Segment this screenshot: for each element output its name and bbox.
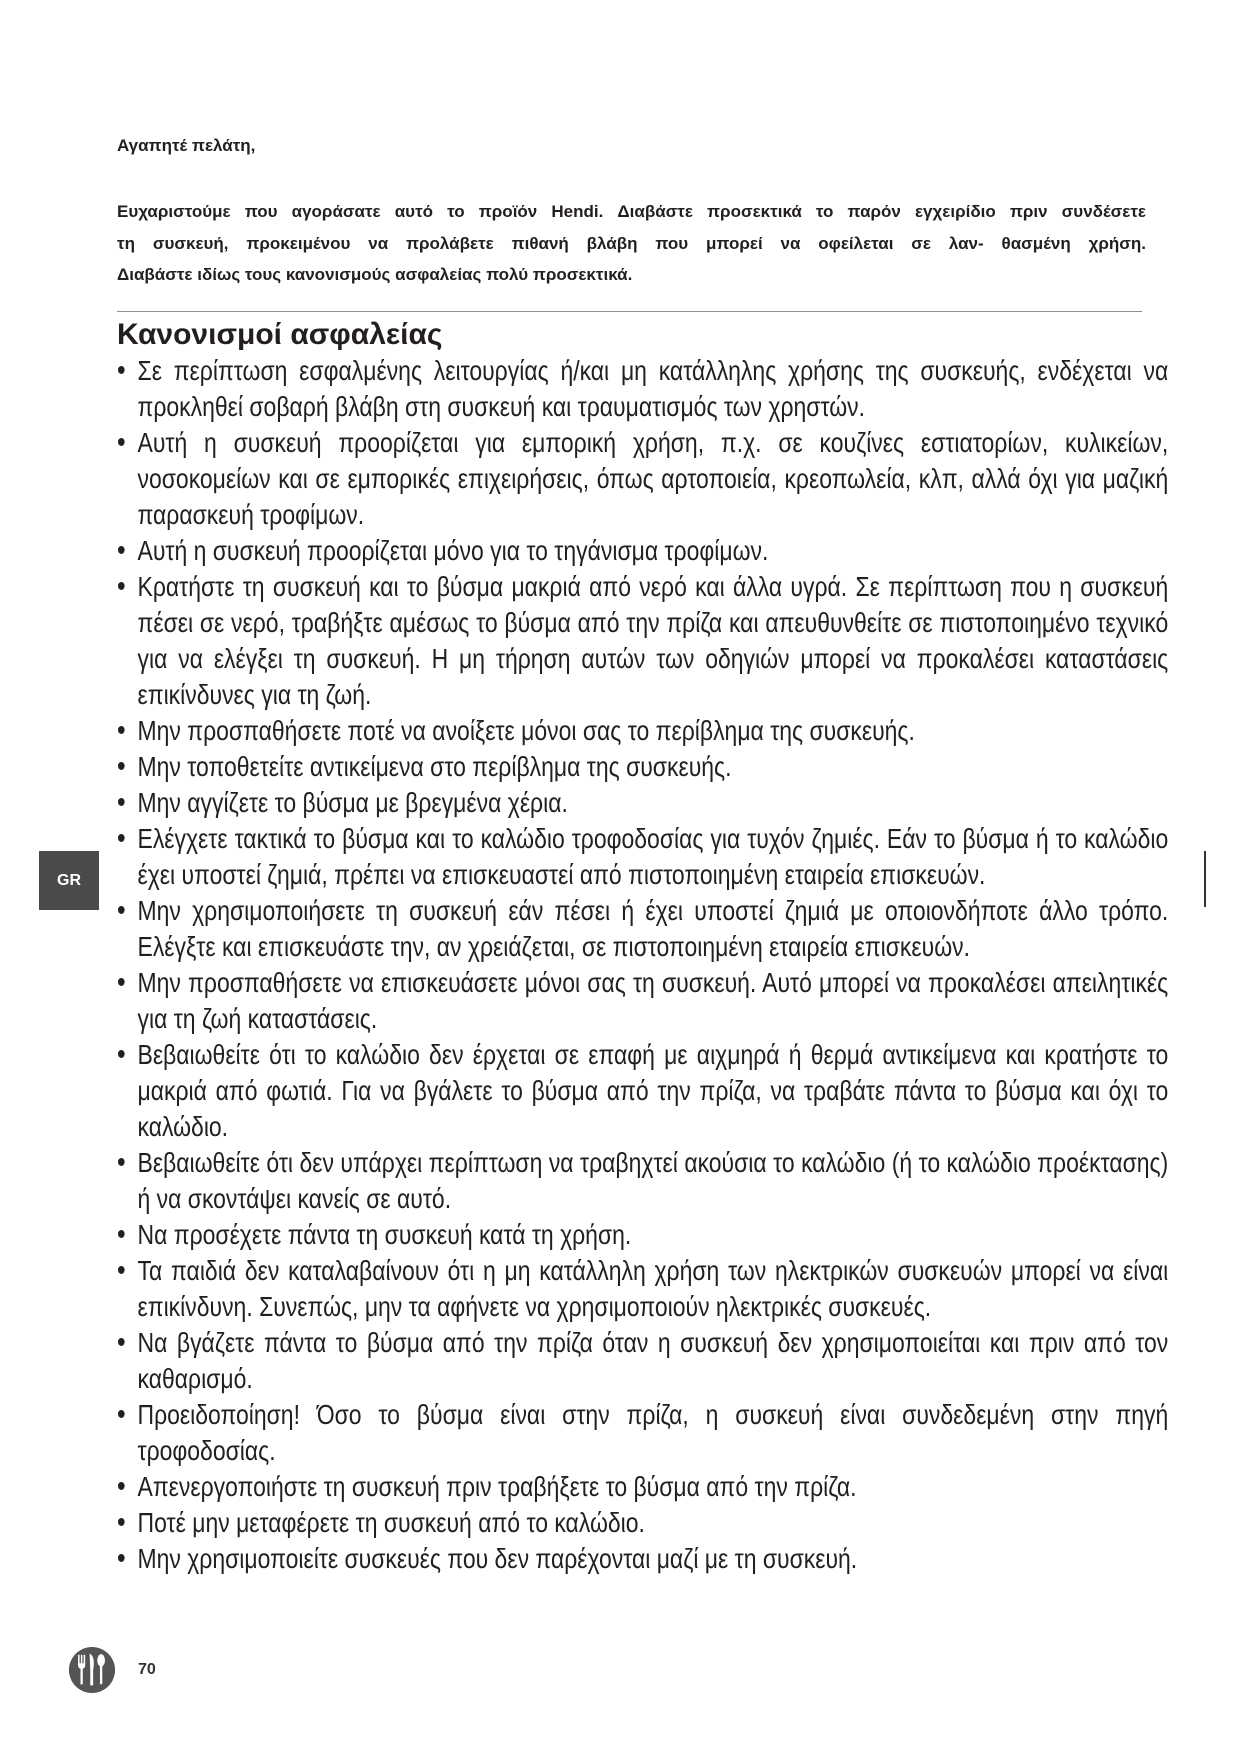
bullet-icon: • (117, 966, 126, 999)
safety-rule (117, 1469, 1168, 1505)
safety-rule (117, 1145, 1168, 1217)
safety-rules-list (117, 353, 1168, 1577)
safety-rule-text: Μην χρησιμοποιείτε συσκευές που δεν παρέχονται μαζί με τη συσκευή. (137, 1543, 858, 1574)
safety-rule-text: Προειδοποίηση! Όσο το βύσμα είναι στην πρίζα, η συσκευή είναι συνδεδεμένη στην πηγή τροφοδοσίας. (137, 1399, 1169, 1466)
section-divider (117, 311, 1142, 312)
language-tab: GR (39, 851, 99, 910)
bullet-icon: • (117, 1470, 126, 1503)
safety-rule-text: Μην τοποθετείτε αντικείμενα στο περίβλημα της συσκευής. (137, 751, 732, 782)
bullet-icon: • (117, 894, 126, 927)
safety-rule-text: Μην αγγίζετε το βύσμα με βρεγμένα χέρια. (137, 787, 568, 818)
safety-rule (117, 1217, 1168, 1253)
safety-rule-text: Απενεργοποιήστε τη συσκευή πριν τραβήξετε το βύσμα από την πρίζα. (137, 1471, 857, 1502)
safety-rule (117, 785, 1168, 821)
bullet-icon: • (117, 1146, 126, 1179)
bullet-icon: • (117, 1542, 126, 1575)
safety-rule (117, 749, 1168, 785)
safety-rule-text: Να προσέχετε πάντα τη συσκευή κατά τη χρήση. (137, 1219, 632, 1250)
bullet-icon: • (117, 714, 126, 747)
safety-rule (117, 1505, 1168, 1541)
safety-rule (117, 893, 1168, 965)
bullet-icon: • (117, 1326, 126, 1359)
hendi-cutlery-logo-icon (68, 1646, 116, 1694)
safety-rule-text: Μην χρησιμοποιήσετε τη συσκευή εάν πέσει ή έχει υποστεί ζημιά με οποιονδήποτε άλλο τρόπο. Ελέγξτε και επισκευάστε την, αν χρειάζεται, σε πιστοποιημένη εταιρεία επισκευών. (137, 895, 1169, 962)
safety-rule-text: Αυτή η συσκευή προορίζεται για εμπορική χρήση, π.χ. σε κουζίνες εστιατορίων, κυλικείων, νοσοκομείων και σε εμπορικές επιχειρήσεις, όπως αρτοποιεία, κρεοπωλεία, κλπ, αλλά όχι για μαζική παρασκευή τροφίμων. (137, 427, 1169, 530)
safety-rule-text: Βεβαιωθείτε ότι το καλώδιο δεν έρχεται σε επαφή με αιχμηρά ή θερμά αντικείμενα και κρατήστε το μακριά από φωτιά. Για να βγάλετε το βύσμα από την πρίζα, να τραβάτε πάντα το βύσμα και όχι το καλώδιο. (137, 1039, 1169, 1142)
bullet-icon: • (117, 1038, 126, 1071)
bullet-icon: • (117, 570, 126, 603)
edge-marker (1204, 851, 1206, 907)
safety-rule-text: Κρατήστε τη συσκευή και το βύσμα μακριά από νερό και άλλα υγρά. Σε περίπτωση που η συσκευή πέσει σε νερό, τραβήξτε αμέσως το βύσμα από την πρίζα και απευθυνθείτε σε πιστοποιημένο τεχνικό για να ελέγξει τη συσκευή. Η μη τήρηση αυτών των οδηγιών μπορεί να προκαλέσει καταστάσεις επικίνδυνες για τη ζωή. (137, 571, 1169, 710)
greeting: Αγαπητέ πελάτη, (117, 136, 256, 155)
intro-line: Διαβάστε ιδίως τους κανονισμούς ασφαλείας πολύ προσεκτικά. (117, 265, 633, 284)
safety-rule (117, 1325, 1168, 1397)
safety-rule-text: Τα παιδιά δεν καταλαβαίνουν ότι η μη κατάλληλη χρήση των ηλεκτρικών συσκευών μπορεί να είναι επικίνδυνη. Συνεπώς, μην τα αφήνετε να χρησιμοποιούν ηλεκτρικές συσκευές. (137, 1255, 1169, 1322)
safety-rule-text: Ποτέ μην μεταφέρετε τη συσκευή από το καλώδιο. (137, 1507, 645, 1538)
bullet-icon: • (117, 822, 126, 855)
safety-rule (117, 425, 1168, 533)
safety-rule-text: Σε περίπτωση εσφαλμένης λειτουργίας ή/και μη κατάλληλης χρήσης της συσκευής, ενδέχεται να προκληθεί σοβαρή βλάβη στη συσκευή και τραυματισμός των χρηστών. (137, 355, 1169, 422)
safety-rule-text: Αυτή η συσκευή προορίζεται μόνο για το τηγάνισμα τροφίμων. (137, 535, 769, 566)
safety-rule (117, 821, 1168, 893)
safety-rule (117, 1253, 1168, 1325)
bullet-icon: • (117, 786, 126, 819)
intro-line: Ευχαριστούμε που αγοράσατε αυτό το προϊόν Hendi. Διαβάστε προσεκτικά το παρόν εγχειρίδιο πριν συνδέσετε (117, 202, 1146, 221)
safety-rule (117, 1397, 1168, 1469)
safety-rule (117, 353, 1168, 425)
bullet-icon: • (117, 1254, 126, 1287)
safety-rule-text: Βεβαιωθείτε ότι δεν υπάρχει περίπτωση να τραβηχτεί ακούσια το καλώδιο (ή το καλώδιο προέκτασης) ή να σκοντάψει κανείς σε αυτό. (137, 1147, 1169, 1214)
safety-rule-text: Μην προσπαθήσετε να επισκευάσετε μόνοι σας τη συσκευή. Αυτό μπορεί να προκαλέσει απειλητικές για τη ζωή καταστάσεις. (137, 967, 1169, 1034)
safety-rule (117, 1541, 1168, 1577)
safety-rule (117, 533, 1168, 569)
safety-rule (117, 713, 1168, 749)
safety-rule (117, 569, 1168, 713)
page-number: 70 (138, 1661, 156, 1678)
safety-rule (117, 965, 1168, 1037)
bullet-icon: • (117, 534, 126, 567)
safety-rule-text: Ελέγχετε τακτικά το βύσμα και το καλώδιο τροφοδοσίας για τυχόν ζημιές. Εάν το βύσμα ή το καλώδιο έχει υποστεί ζημιά, πρέπει να επισκευαστεί από πιστοποιημένη εταιρεία επισκευών. (137, 823, 1169, 890)
bullet-icon: • (117, 1506, 126, 1539)
safety-rule (117, 1037, 1168, 1145)
bullet-icon: • (117, 354, 126, 387)
intro-paragraph (117, 196, 1146, 291)
bullet-icon: • (117, 1398, 126, 1431)
bullet-icon: • (117, 750, 126, 783)
bullet-icon: • (117, 1218, 126, 1251)
safety-rule-text: Μην προσπαθήσετε ποτέ να ανοίξετε μόνοι σας το περίβλημα της συσκευής. (137, 715, 915, 746)
bullet-icon: • (117, 426, 126, 459)
section-title: Κανονισμοί ασφαλείας (117, 318, 443, 351)
safety-rule-text: Να βγάζετε πάντα το βύσμα από την πρίζα όταν η συσκευή δεν χρησιμοποιείται και πριν από τον καθαρισμό. (137, 1327, 1169, 1394)
intro-line: τη συσκευή, προκειμένου να προλάβετε πιθανή βλάβη που μπορεί να οφείλεται σε λαν- θασμένη χρήση. (117, 233, 1146, 253)
